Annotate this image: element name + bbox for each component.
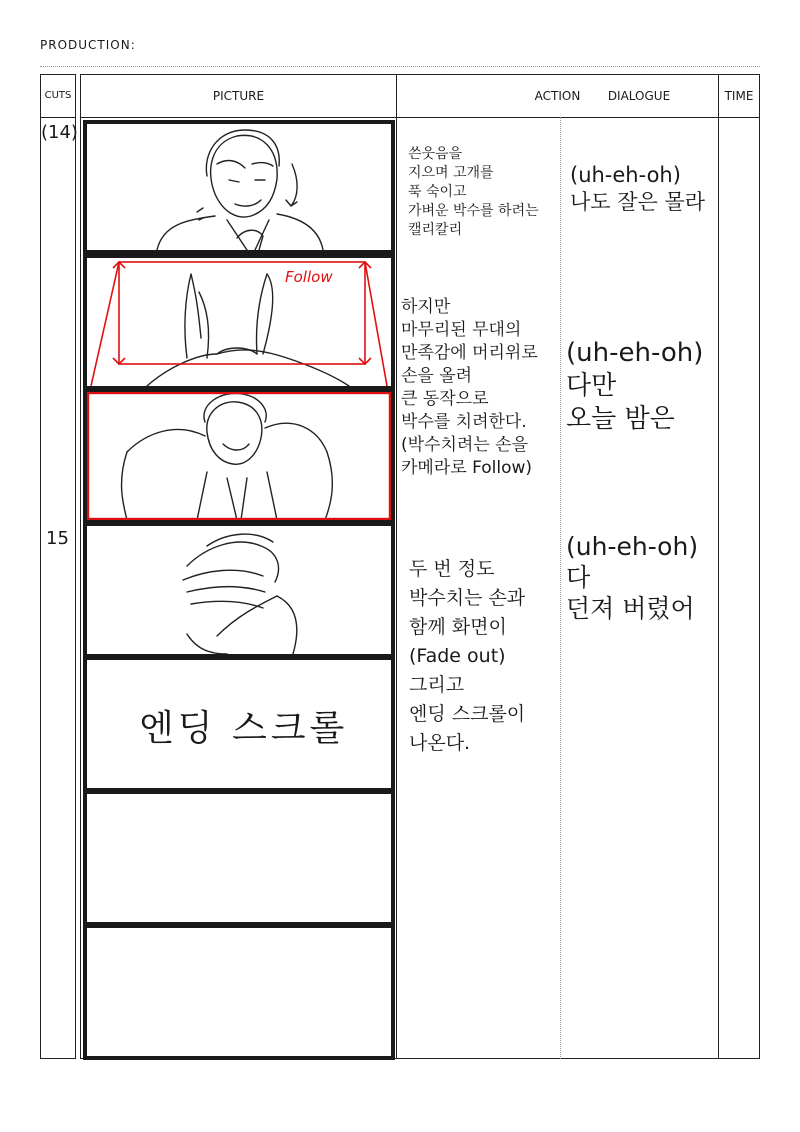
column-header-picture: PICTURE: [80, 74, 397, 118]
storyboard-panel-2: [83, 254, 395, 390]
column-header-dialogue: DIALOGUE: [607, 89, 671, 103]
header-divider: [40, 66, 760, 67]
dialogue-text-1: (uh-eh-oh) 나도 잘은 몰라: [570, 163, 706, 214]
storyboard-panel-1: [83, 120, 395, 254]
column-header-cuts: CUTS: [40, 74, 76, 118]
storyboard-panel-6: [83, 790, 395, 926]
sketch-raised-hands-icon: [87, 258, 391, 386]
action-dialogue-divider: [560, 117, 561, 1059]
action-text-1: 쓴웃음을 지으며 고개를 푹 숙이고 가벼운 박수를 하려는 캘리칼리: [408, 146, 539, 238]
follow-label: Follow: [285, 268, 333, 286]
cuts-column: [40, 117, 76, 1059]
sketch-man-cheering-icon: [87, 392, 391, 520]
cut-number-15: 15: [46, 528, 69, 549]
action-text-2: 하지만 마무리된 무대의 만족감에 머리위로 손을 올려 큰 동작으로 박수를 치려한다. (박수치려는 손을 카메라로 Follow): [401, 297, 538, 478]
storyboard-panel-4: [83, 522, 395, 658]
production-label: PRODUCTION:: [40, 38, 136, 52]
column-header-time: TIME: [718, 74, 760, 118]
sketch-man-smiling-icon: [87, 124, 391, 250]
dialogue-text-3: (uh-eh-oh) 다 던져 버렸어: [566, 532, 699, 623]
column-header-action: ACTION: [396, 74, 719, 118]
ending-scroll-text: 엔딩 스크롤: [139, 708, 349, 749]
cut-number-14: (14): [41, 122, 78, 143]
time-column: [718, 117, 760, 1059]
dialogue-text-2: (uh-eh-oh) 다만 오늘 밤은: [566, 338, 704, 434]
storyboard-panel-3: [83, 388, 395, 524]
storyboard-panel-7: [83, 924, 395, 1060]
action-text-3: 두 번 정도 박수치는 손과 함께 화면이 (Fade out) 그리고 엔딩 스크롤이 나온다.: [409, 558, 526, 754]
storyboard-panel-5: [83, 656, 395, 792]
sketch-clapping-hands-icon: [87, 526, 391, 654]
